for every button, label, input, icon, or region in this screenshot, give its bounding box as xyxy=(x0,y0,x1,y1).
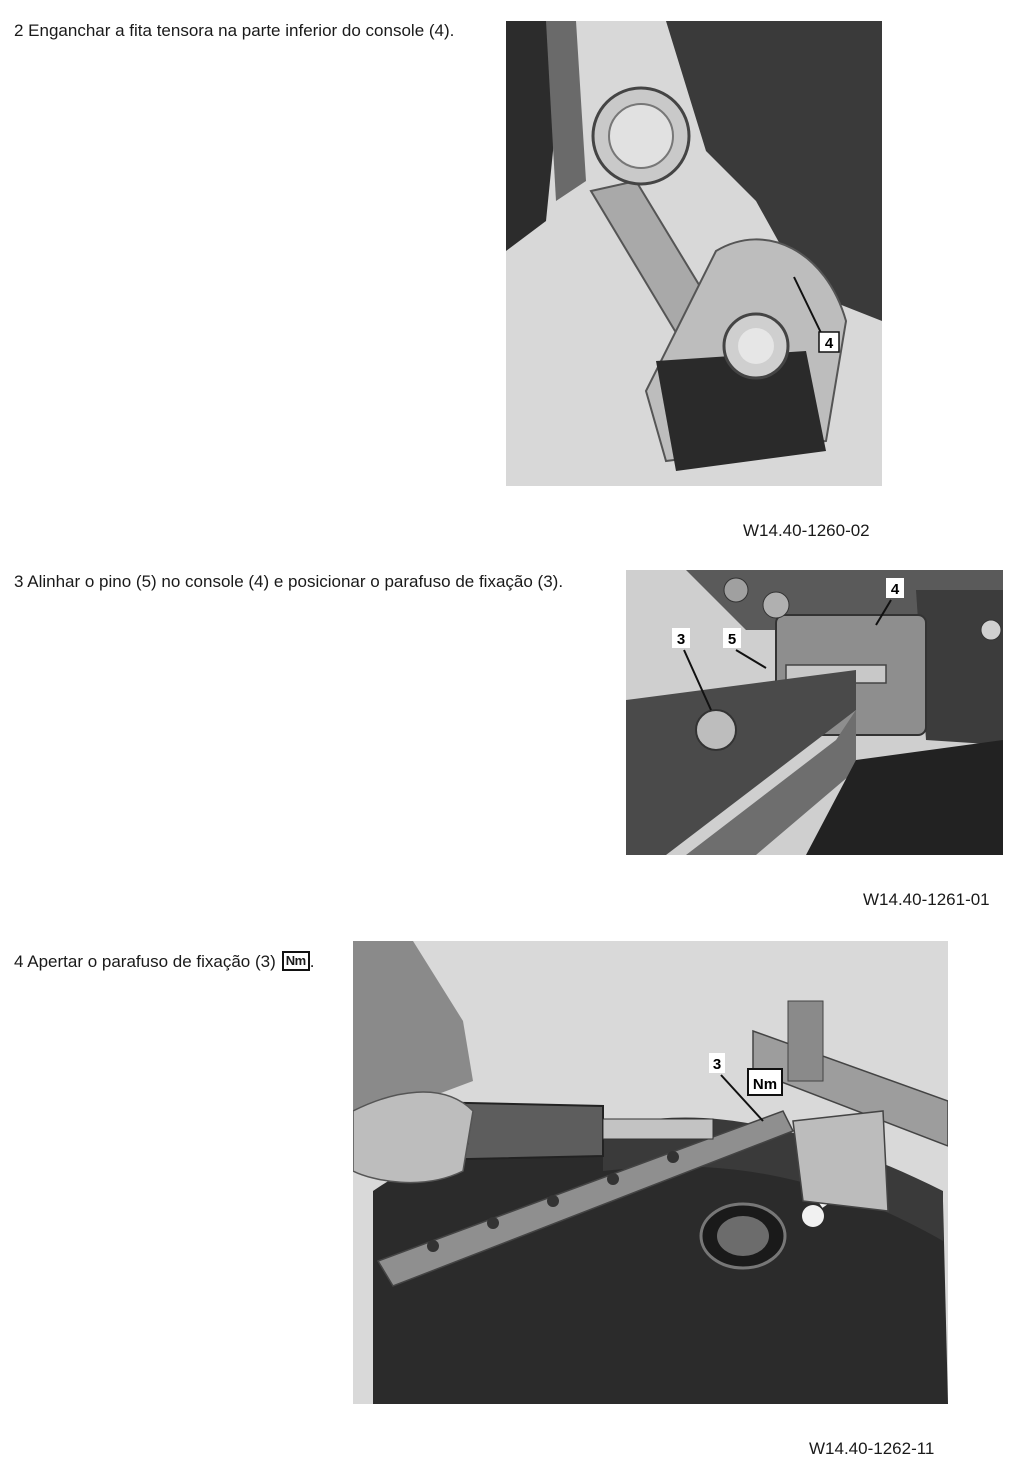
step-4-instruction-period: . xyxy=(309,952,315,971)
step-2-callout-4: 4 xyxy=(824,335,834,352)
step-2-instruction: 2 Enganchar a fita tensora na parte inferior do console (4). xyxy=(14,21,455,40)
step-3-photo-illustration xyxy=(626,570,1003,855)
step-4-figure-code: W14.40-1262-11 xyxy=(809,1439,935,1458)
torque-nm-icon: Nm xyxy=(282,951,310,971)
step-3-figure-code-visible: W14.40-1261-01 xyxy=(863,890,990,909)
figure-step-4-photo xyxy=(353,941,948,1404)
step-2-photo-illustration xyxy=(506,21,882,486)
step-4-callout-3: 3 xyxy=(712,1056,722,1073)
step-4-callout-nm: Nm xyxy=(752,1076,778,1093)
figure-step-2-photo xyxy=(506,21,882,486)
step-3-callout-3: 3 xyxy=(676,631,686,648)
step-4-instruction-text: 4 Apertar o parafuso de fixação (3) xyxy=(14,952,276,971)
step-4-instruction xyxy=(14,951,314,973)
step-4-photo-illustration xyxy=(353,941,948,1404)
step-2-figure-code: W14.40-1260-02 xyxy=(743,521,870,540)
step-3-callout-4: 4 xyxy=(890,581,900,598)
step-3-instruction: 3 Alinhar o pino (5) no console (4) e posicionar o parafuso de fixação (3). xyxy=(14,572,564,591)
step-3-callout-5: 5 xyxy=(727,631,737,648)
figure-step-3-photo xyxy=(626,570,1003,855)
